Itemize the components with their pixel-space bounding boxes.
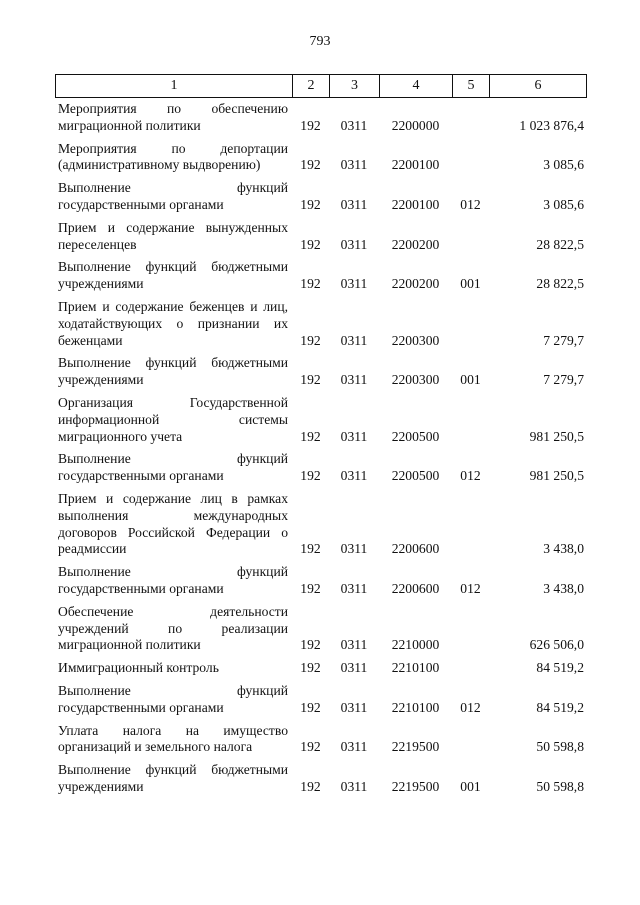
row-code-ministry: 192 (300, 778, 321, 794)
row-description: Выполнение функций государственными органами (58, 180, 288, 212)
row-code-target: 2200100 (391, 157, 440, 173)
row-description: Прием и содержание вынужденных переселенцев (58, 219, 288, 252)
table-row (55, 680, 586, 720)
table-row (55, 98, 586, 138)
row-description: Выполнение функций государственными органами (58, 682, 288, 715)
table-row (55, 256, 586, 296)
row-code-expense-type (452, 392, 489, 448)
row-code-target: 2219500 (391, 739, 440, 755)
table-header (55, 74, 587, 98)
row-code-target: 2200300 (391, 372, 440, 388)
row-code-ministry: 192 (300, 157, 321, 173)
row-code-ministry: 192 (300, 196, 321, 212)
row-code-section: 0311 (340, 332, 368, 348)
table-row (55, 759, 586, 799)
row-amount: 3 085,6 (543, 196, 584, 212)
row-code-ministry: 192 (300, 236, 321, 252)
row-description: Прием и содержание беженцев и лиц, ходатайствующих о признании их беженцами (58, 298, 288, 348)
column-header-1: 1 (56, 75, 293, 98)
column-header-3: 3 (330, 75, 380, 98)
table-row (55, 217, 586, 257)
row-code-ministry: 192 (300, 739, 321, 755)
row-code-section: 0311 (340, 236, 368, 252)
row-description: Выполнение функций бюджетными учреждениями (58, 762, 288, 794)
row-amount: 3 438,0 (543, 580, 584, 596)
row-description: Выполнение функций бюджетными учреждениями (58, 355, 288, 388)
table-row (55, 392, 586, 448)
row-code-expense-type: 001 (460, 778, 481, 794)
column-header-5: 5 (453, 75, 490, 98)
row-code-ministry: 192 (300, 372, 321, 388)
row-code-expense-type (452, 296, 489, 352)
row-code-expense-type: 001 (460, 276, 481, 292)
row-code-section: 0311 (340, 660, 368, 676)
row-code-section: 0311 (340, 372, 368, 388)
row-code-target: 2200600 (391, 580, 440, 596)
table-body (55, 98, 586, 799)
column-header-2: 2 (293, 75, 330, 98)
row-description: Выполнение функций бюджетными учреждениями (58, 259, 288, 292)
row-amount: 84 519,2 (536, 699, 584, 715)
row-amount: 28 822,5 (536, 276, 584, 292)
row-amount: 50 598,8 (536, 739, 584, 755)
row-code-ministry: 192 (300, 580, 321, 596)
row-code-expense-type: 012 (460, 468, 481, 484)
row-code-target: 2219500 (391, 778, 440, 794)
row-amount: 981 250,5 (529, 468, 584, 484)
row-code-section: 0311 (340, 468, 368, 484)
row-amount: 7 279,7 (543, 332, 584, 348)
row-description: Мероприятия по обеспечению миграционной политики (58, 101, 288, 133)
row-code-expense-type: 001 (460, 372, 481, 388)
row-code-section: 0311 (340, 541, 368, 557)
row-code-section: 0311 (340, 637, 368, 653)
row-code-section: 0311 (340, 699, 368, 715)
row-code-ministry: 192 (300, 660, 321, 676)
row-code-section: 0311 (340, 778, 368, 794)
row-code-section: 0311 (340, 428, 368, 444)
row-code-expense-type (452, 217, 489, 257)
row-code-ministry: 192 (300, 332, 321, 348)
row-description: Иммиграционный контроль (58, 660, 219, 676)
row-code-target: 2200100 (391, 196, 440, 212)
row-code-ministry: 192 (300, 541, 321, 557)
row-code-section: 0311 (340, 276, 368, 292)
row-amount: 1 023 876,4 (519, 117, 584, 133)
row-code-section: 0311 (340, 157, 368, 173)
header-row (56, 75, 587, 98)
row-code-target: 2200200 (391, 276, 440, 292)
row-code-target: 2200600 (391, 541, 440, 557)
row-code-target: 2200500 (391, 428, 440, 444)
row-code-expense-type (452, 488, 489, 561)
row-code-target: 2210100 (391, 699, 440, 715)
table-row (55, 601, 586, 657)
row-code-ministry: 192 (300, 117, 321, 133)
table-row (55, 177, 586, 217)
row-code-expense-type (452, 657, 489, 680)
row-code-expense-type (452, 601, 489, 657)
row-description: Мероприятия по депортации (административному выдворению) (58, 140, 288, 173)
row-code-ministry: 192 (300, 468, 321, 484)
row-code-target: 2210100 (391, 660, 440, 676)
row-code-expense-type: 012 (460, 580, 481, 596)
row-amount: 981 250,5 (529, 428, 584, 444)
table-row (55, 657, 586, 680)
row-description: Прием и содержание лиц в рамках выполнения международных договоров Российской Федерации о реадмиссии (58, 490, 288, 557)
table-row (55, 720, 586, 760)
row-code-expense-type (452, 138, 489, 178)
column-header-6: 6 (490, 75, 587, 98)
row-code-expense-type: 012 (460, 699, 481, 715)
row-code-section: 0311 (340, 196, 368, 212)
table-row (55, 561, 586, 601)
row-description: Выполнение функций государственными органами (58, 451, 288, 484)
row-code-expense-type (452, 98, 489, 138)
column-header-4: 4 (380, 75, 453, 98)
row-code-target: 2200200 (391, 236, 440, 252)
budget-table (55, 98, 586, 799)
row-description: Обеспечение деятельности учреждений по реализации миграционной политики (58, 603, 288, 653)
row-amount: 28 822,5 (536, 236, 584, 252)
row-code-section: 0311 (340, 117, 368, 133)
row-amount: 84 519,2 (536, 660, 584, 676)
table-row (55, 488, 586, 561)
row-code-target: 2200000 (391, 117, 440, 133)
row-code-ministry: 192 (300, 637, 321, 653)
row-code-expense-type: 012 (460, 196, 481, 212)
row-code-ministry: 192 (300, 699, 321, 715)
table-row (55, 296, 586, 352)
row-code-ministry: 192 (300, 428, 321, 444)
row-description: Выполнение функций государственными органами (58, 564, 288, 596)
row-code-section: 0311 (340, 580, 368, 596)
page-number: 793 (309, 34, 331, 49)
table-row (55, 352, 586, 392)
row-code-target: 2200500 (391, 468, 440, 484)
row-code-target: 2200300 (391, 332, 440, 348)
row-description: Уплата налога на имущество организаций и земельного налога (58, 722, 288, 755)
row-description: Организация Государственной информационной системы миграционного учета (58, 394, 288, 444)
row-amount: 50 598,8 (536, 778, 584, 794)
table-row (55, 448, 586, 488)
row-amount: 7 279,7 (543, 372, 584, 388)
row-amount: 626 506,0 (529, 637, 584, 653)
row-code-ministry: 192 (300, 276, 321, 292)
row-code-target: 2210000 (391, 637, 440, 653)
row-amount: 3 438,0 (543, 541, 584, 557)
table-row (55, 138, 586, 178)
row-code-section: 0311 (340, 739, 368, 755)
row-amount: 3 085,6 (543, 157, 584, 173)
row-code-expense-type (452, 720, 489, 760)
